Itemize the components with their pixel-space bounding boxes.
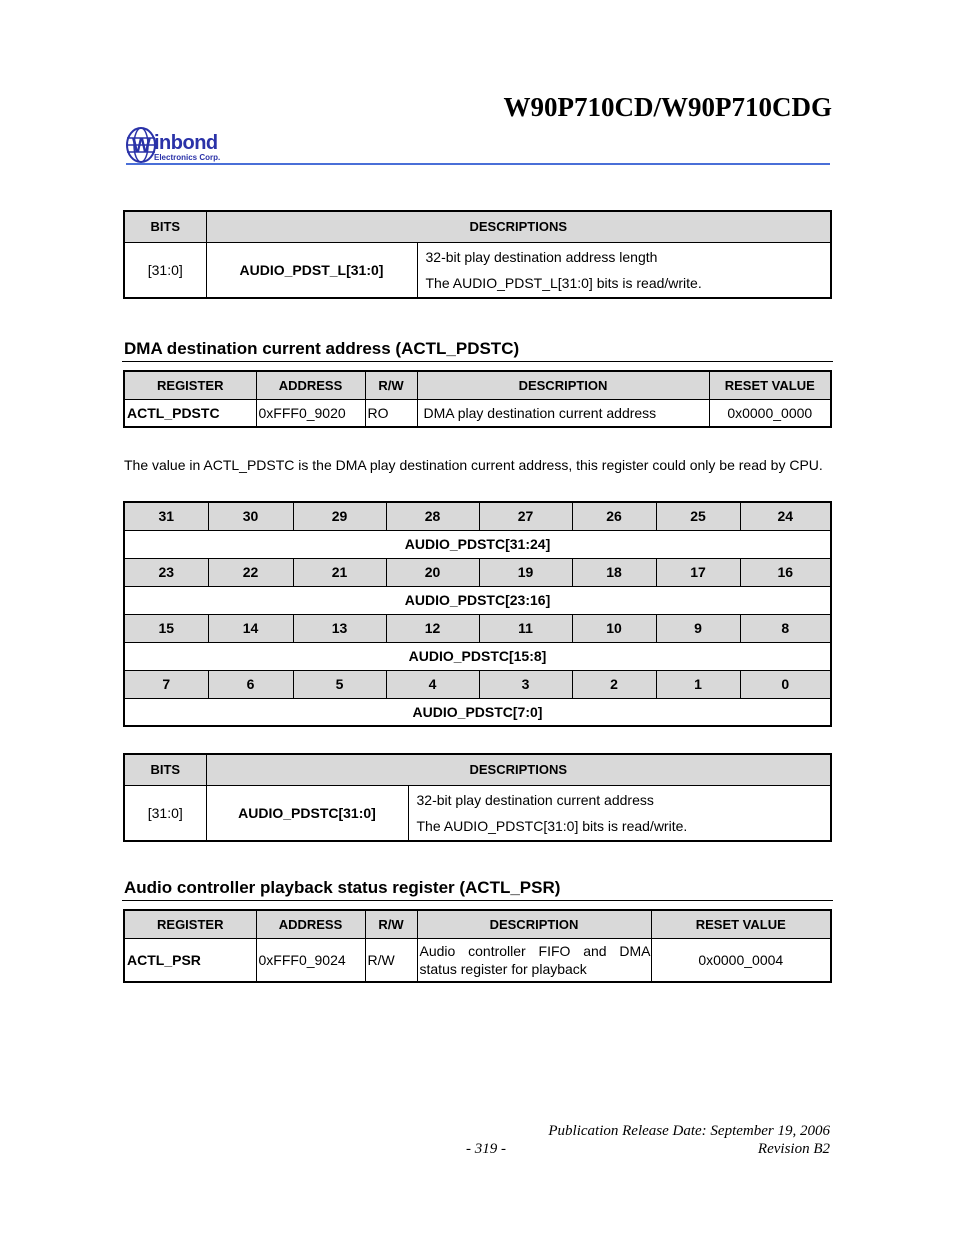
register-reset-value: 0x0000_0000 (709, 399, 831, 427)
psr-register-table (123, 909, 832, 983)
bit-number: 10 (572, 614, 656, 642)
globe-icon (126, 126, 156, 164)
field-name: AUDIO_PDST_L[31:0] (206, 242, 417, 298)
section-rule (122, 900, 833, 901)
bit-number: 6 (208, 670, 293, 698)
bit-number: 31 (124, 502, 208, 530)
bit-number-row (124, 502, 831, 530)
bits-range: [31:0] (124, 785, 206, 841)
bit-number: 20 (386, 558, 479, 586)
bit-number: 15 (124, 614, 208, 642)
bit-number: 9 (656, 614, 740, 642)
bit-field-row (124, 586, 831, 614)
bits-header: BITS (124, 754, 206, 785)
bit-number-row (124, 614, 831, 642)
bit-number: 13 (293, 614, 386, 642)
rw-header: R/W (365, 910, 417, 938)
descriptions-header: DESCRIPTIONS (206, 754, 831, 785)
reset-value-header: RESET VALUE (709, 371, 831, 399)
bit-field-name: AUDIO_PDSTC[15:8] (124, 642, 831, 670)
register-description: DMA play destination current address (417, 399, 709, 427)
reset-value-header: RESET VALUE (651, 910, 831, 938)
bit-number: 12 (386, 614, 479, 642)
publication-date: Publication Release Date: September 19, 2006 (548, 1123, 830, 1139)
section-title-pdstc: DMA destination current address (ACTL_PDSTC) (124, 339, 520, 358)
register-name: ACTL_PDSTC (124, 399, 256, 427)
bit-number: 25 (656, 502, 740, 530)
section-rule (122, 361, 833, 362)
pdst-l-bits-table (123, 210, 832, 299)
description-header: DESCRIPTION (417, 371, 709, 399)
bit-number: 1 (656, 670, 740, 698)
bit-number: 22 (208, 558, 293, 586)
logo-subtitle: Electronics Corp. (154, 153, 221, 162)
bit-field-name: AUDIO_PDSTC[23:16] (124, 586, 831, 614)
bit-field-row (124, 530, 831, 558)
description-line-2: The AUDIO_PDST_L[31:0] bits is read/write. (425, 274, 702, 291)
bit-number: 4 (386, 670, 479, 698)
bit-field-row (124, 642, 831, 670)
register-address: 0xFFF0_9020 (256, 399, 365, 427)
logo-wordmark: inbond (154, 132, 218, 154)
bit-number: 5 (293, 670, 386, 698)
description-line-1: 32-bit play destination current address (416, 791, 654, 808)
description-line-2: The AUDIO_PDSTC[31:0] bits is read/write. (416, 817, 688, 834)
bit-number: 7 (124, 670, 208, 698)
register-description: Audio controller FIFO and DMA status register for playback (417, 938, 651, 982)
bit-number: 0 (740, 670, 831, 698)
register-header: REGISTER (124, 371, 256, 399)
register-rw: R/W (365, 938, 417, 982)
description-header: DESCRIPTION (417, 910, 651, 938)
bit-number: 29 (293, 502, 386, 530)
revision: Revision B2 (757, 1141, 830, 1157)
svg-text:W: W (132, 135, 151, 157)
pdstc-bitmap-table (123, 501, 832, 727)
field-description (417, 242, 831, 298)
bit-number: 27 (479, 502, 572, 530)
bit-number: 3 (479, 670, 572, 698)
register-address: 0xFFF0_9024 (256, 938, 365, 982)
bits-header: BITS (124, 211, 206, 242)
bit-number: 19 (479, 558, 572, 586)
bit-number: 26 (572, 502, 656, 530)
pdstc-register-table (123, 370, 832, 428)
register-rw: RO (365, 399, 417, 427)
bits-range: [31:0] (124, 242, 206, 298)
bit-number: 18 (572, 558, 656, 586)
address-header: ADDRESS (256, 371, 365, 399)
descriptions-header: DESCRIPTIONS (206, 211, 831, 242)
bit-number: 2 (572, 670, 656, 698)
bit-field-row (124, 698, 831, 726)
bit-number: 28 (386, 502, 479, 530)
bit-number-row (124, 670, 831, 698)
pdstc-paragraph: The value in ACTL_PDSTC is the DMA play destination current address, this register could only be read by CPU. (124, 457, 823, 473)
document-title: W90P710CD/W90P710CDG (503, 92, 832, 122)
bit-number: 17 (656, 558, 740, 586)
bit-number: 23 (124, 558, 208, 586)
page-number: - 319 - (466, 1141, 506, 1157)
bit-number-row (124, 558, 831, 586)
bit-number: 21 (293, 558, 386, 586)
field-description (408, 785, 831, 841)
bit-number: 16 (740, 558, 831, 586)
section-title-psr: Audio controller playback status register (ACTL_PSR) (124, 878, 561, 897)
register-name: ACTL_PSR (124, 938, 256, 982)
bit-number: 30 (208, 502, 293, 530)
winbond-logo (126, 126, 256, 166)
description-line-1: 32-bit play destination address length (425, 248, 658, 265)
bit-number: 8 (740, 614, 831, 642)
header-rule (126, 163, 830, 165)
bit-number: 11 (479, 614, 572, 642)
register-header: REGISTER (124, 910, 256, 938)
pdstc-bits-table (123, 753, 832, 842)
bit-number: 14 (208, 614, 293, 642)
bit-field-name: AUDIO_PDSTC[7:0] (124, 698, 831, 726)
rw-header: R/W (365, 371, 417, 399)
bit-number: 24 (740, 502, 831, 530)
address-header: ADDRESS (256, 910, 365, 938)
field-name: AUDIO_PDSTC[31:0] (206, 785, 408, 841)
bit-field-name: AUDIO_PDSTC[31:24] (124, 530, 831, 558)
register-reset-value: 0x0000_0004 (651, 938, 831, 982)
